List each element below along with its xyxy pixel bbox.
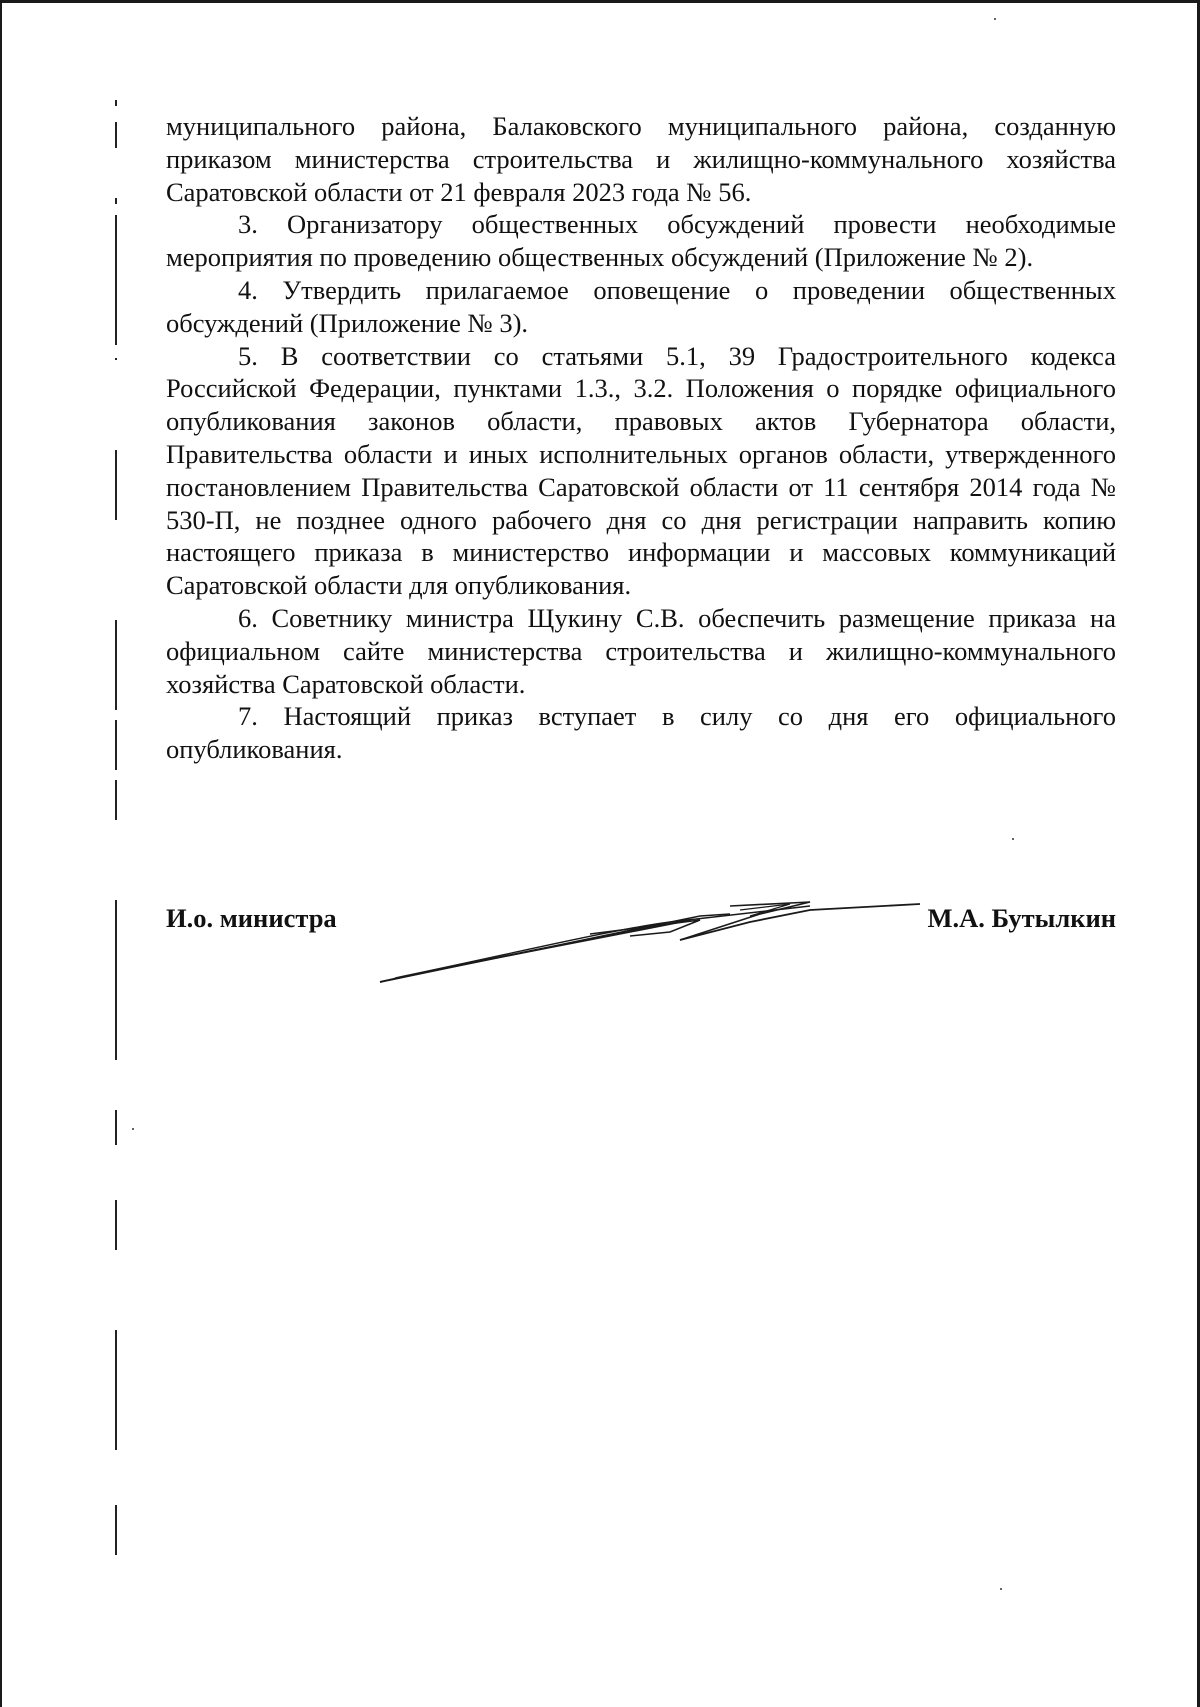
scan-speck: [994, 18, 996, 20]
document-body: [166, 110, 1116, 766]
binding-mark: [115, 1505, 117, 1555]
binding-mark: [115, 198, 117, 204]
binding-mark: [115, 780, 117, 820]
binding-hole-marks: [114, 100, 118, 1580]
paragraph-item-5: 5. В соответствии со статьями 5.1, 39 Градостроительного кодекса Российской Федерации, пунктами 1.3., 3.2. Положения о порядке официального опубликования законов области, правовых актов Губернатора области, Правительства области и иных исполнительных органов области, утвержденного постановлением Правительства Саратовской области от 11 сентября 2014 года № 530-П, не позднее одного рабочего дня со дня регистрации направить копию настоящего приказа в министерство информации и массовых коммуникаций Саратовской области для опубликования.: [166, 340, 1116, 601]
binding-mark: [115, 620, 117, 710]
scan-speck: [1012, 838, 1014, 840]
binding-mark: [115, 1330, 117, 1450]
binding-mark: [115, 215, 117, 345]
binding-mark: [115, 122, 117, 148]
scan-speck: [132, 1128, 134, 1130]
signatory-role: И.о. министра: [166, 903, 337, 933]
paragraph-continuation: муниципального района, Балаковского муниципального района, созданную приказом министерства строительства и жилищно-коммунального хозяйства Саратовской области от 21 февраля 2023 года № 56.: [166, 111, 1116, 207]
scan-speck: [1000, 1588, 1002, 1590]
paragraph-item-4: 4. Утвердить прилагаемое оповещение о проведении общественных обсуждений (Приложение № 3).: [166, 274, 1116, 338]
signatory-name: М.А. Бутылкин: [927, 903, 1116, 933]
binding-mark: [115, 1110, 117, 1145]
binding-mark: [115, 100, 117, 106]
paragraph-item-7: 7. Настоящий приказ вступает в силу со дня его официального опубликования.: [166, 701, 1116, 765]
binding-mark: [115, 358, 117, 360]
scan-border-top: [0, 0, 1200, 3]
scan-border-left: [0, 0, 2, 1707]
paragraph-item-3: 3. Организатору общественных обсуждений провести необходимые мероприятия по проведению общественных обсуждений (Приложение № 2).: [166, 209, 1116, 273]
binding-mark: [115, 450, 117, 520]
handwritten-signature: [370, 900, 920, 990]
binding-mark: [115, 1200, 117, 1250]
binding-mark: [115, 720, 117, 770]
paragraph-item-6: 6. Советнику министра Щукину С.В. обеспечить размещение приказа на официальном сайте министерства строительства и жилищно-коммунального хозяйства Саратовской области.: [166, 602, 1116, 699]
binding-mark: [115, 900, 117, 1060]
